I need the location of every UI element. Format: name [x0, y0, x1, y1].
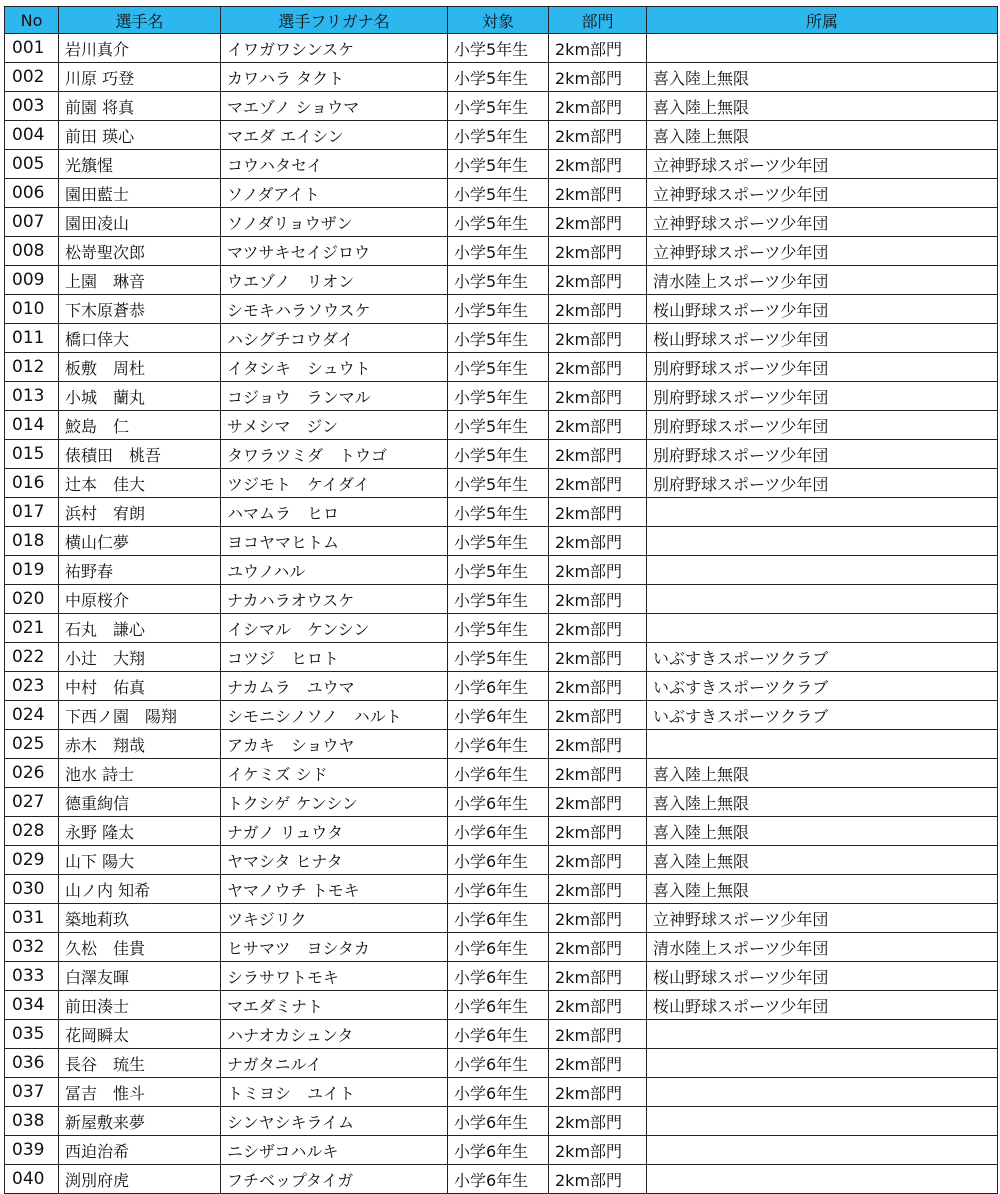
cell-name: 園田凌山 [59, 208, 221, 237]
cell-kana: トミヨシ ユイト [221, 1078, 448, 1107]
cell-org: 立神野球スポーツ少年団 [647, 179, 998, 208]
cell-kana: アカキ ショウヤ [221, 730, 448, 759]
table-row [5, 788, 998, 817]
cell-division: 2km部門 [549, 962, 647, 991]
cell-target: 小学6年生 [448, 846, 549, 875]
cell-kana: コツジ ヒロト [221, 643, 448, 672]
header-target: 対象 [448, 7, 549, 34]
cell-name: 永野 隆太 [59, 817, 221, 846]
table-row [5, 266, 998, 295]
cell-division: 2km部門 [549, 933, 647, 962]
table-row [5, 556, 998, 585]
cell-org: 桜山野球スポーツ少年団 [647, 324, 998, 353]
cell-no: 007 [5, 208, 59, 237]
cell-no: 001 [5, 34, 59, 63]
cell-org: 喜入陸上無限 [647, 846, 998, 875]
cell-no: 032 [5, 933, 59, 962]
cell-name: 石丸 謙心 [59, 614, 221, 643]
cell-name: 新屋敷来夢 [59, 1107, 221, 1136]
cell-kana: ナカムラ ユウマ [221, 672, 448, 701]
cell-name: 松嵜聖次郎 [59, 237, 221, 266]
table-row [5, 817, 998, 846]
cell-division: 2km部門 [549, 759, 647, 788]
table-row [5, 614, 998, 643]
cell-target: 小学5年生 [448, 179, 549, 208]
cell-org: 清水陸上スポーツ少年団 [647, 933, 998, 962]
cell-no: 025 [5, 730, 59, 759]
cell-target: 小学5年生 [448, 585, 549, 614]
cell-kana: イワガワシンスケ [221, 34, 448, 63]
cell-name: 園田藍士 [59, 179, 221, 208]
table-row [5, 353, 998, 382]
cell-target: 小学5年生 [448, 63, 549, 92]
cell-kana: ツキジリク [221, 904, 448, 933]
cell-division: 2km部門 [549, 92, 647, 121]
cell-org: 桜山野球スポーツ少年団 [647, 295, 998, 324]
table-row [5, 933, 998, 962]
cell-no: 030 [5, 875, 59, 904]
cell-name: 山ノ内 知希 [59, 875, 221, 904]
cell-target: 小学5年生 [448, 556, 549, 585]
table-row [5, 121, 998, 150]
cell-name: 德重絢信 [59, 788, 221, 817]
cell-kana: ナカハラオウスケ [221, 585, 448, 614]
cell-name: 西迫治希 [59, 1136, 221, 1165]
cell-division: 2km部門 [549, 1049, 647, 1078]
cell-kana: タワラツミダ トウゴ [221, 440, 448, 469]
cell-division: 2km部門 [549, 643, 647, 672]
cell-name: 板敷 周杜 [59, 353, 221, 382]
cell-org: 立神野球スポーツ少年団 [647, 904, 998, 933]
cell-org: 清水陸上スポーツ少年団 [647, 266, 998, 295]
cell-org [647, 1165, 998, 1194]
table-row [5, 672, 998, 701]
cell-no: 031 [5, 904, 59, 933]
cell-no: 012 [5, 353, 59, 382]
cell-kana: ツジモト ケイダイ [221, 469, 448, 498]
cell-target: 小学5年生 [448, 266, 549, 295]
cell-target: 小学6年生 [448, 672, 549, 701]
cell-target: 小学5年生 [448, 353, 549, 382]
cell-no: 039 [5, 1136, 59, 1165]
cell-name: 小辻 大翔 [59, 643, 221, 672]
cell-name: 辻本 佳大 [59, 469, 221, 498]
cell-name: 花岡瞬太 [59, 1020, 221, 1049]
cell-division: 2km部門 [549, 846, 647, 875]
cell-name: 久松 佳貴 [59, 933, 221, 962]
table-row [5, 237, 998, 266]
cell-no: 019 [5, 556, 59, 585]
cell-no: 022 [5, 643, 59, 672]
cell-no: 009 [5, 266, 59, 295]
cell-target: 小学5年生 [448, 150, 549, 179]
table-row [5, 846, 998, 875]
table-row [5, 34, 998, 63]
header-division: 部門 [549, 7, 647, 34]
cell-division: 2km部門 [549, 1020, 647, 1049]
cell-org [647, 730, 998, 759]
cell-name: 築地莉玖 [59, 904, 221, 933]
cell-no: 003 [5, 92, 59, 121]
cell-division: 2km部門 [549, 411, 647, 440]
cell-name: 中原桜介 [59, 585, 221, 614]
table-row [5, 411, 998, 440]
cell-no: 029 [5, 846, 59, 875]
cell-target: 小学5年生 [448, 382, 549, 411]
cell-org: いぶすきスポーツクラブ [647, 672, 998, 701]
cell-org [647, 585, 998, 614]
cell-org: いぶすきスポーツクラブ [647, 643, 998, 672]
cell-division: 2km部門 [549, 730, 647, 759]
cell-kana: トクシゲ ケンシン [221, 788, 448, 817]
cell-no: 006 [5, 179, 59, 208]
table-row [5, 759, 998, 788]
cell-target: 小学5年生 [448, 121, 549, 150]
cell-division: 2km部門 [549, 440, 647, 469]
cell-org: 喜入陸上無限 [647, 875, 998, 904]
cell-division: 2km部門 [549, 266, 647, 295]
cell-name: 山下 陽大 [59, 846, 221, 875]
cell-kana: ナガノ リュウタ [221, 817, 448, 846]
cell-org: 桜山野球スポーツ少年団 [647, 962, 998, 991]
cell-no: 014 [5, 411, 59, 440]
table-row [5, 150, 998, 179]
cell-name: 橋口倖大 [59, 324, 221, 353]
cell-name: 川原 巧登 [59, 63, 221, 92]
cell-kana: マエダミナト [221, 991, 448, 1020]
cell-division: 2km部門 [549, 556, 647, 585]
cell-org: 喜入陸上無限 [647, 759, 998, 788]
cell-no: 020 [5, 585, 59, 614]
cell-kana: フチベップタイガ [221, 1165, 448, 1194]
cell-org [647, 1078, 998, 1107]
table-header [5, 7, 998, 34]
cell-no: 040 [5, 1165, 59, 1194]
cell-org: 桜山野球スポーツ少年団 [647, 991, 998, 1020]
cell-target: 小学6年生 [448, 701, 549, 730]
table-row [5, 92, 998, 121]
cell-division: 2km部門 [549, 121, 647, 150]
participant-table [4, 6, 998, 1194]
cell-name: 岩川真介 [59, 34, 221, 63]
table-row [5, 440, 998, 469]
table-row [5, 1049, 998, 1078]
cell-name: 俵積田 桃吾 [59, 440, 221, 469]
cell-name: 渕別府虎 [59, 1165, 221, 1194]
cell-division: 2km部門 [549, 498, 647, 527]
table-row [5, 527, 998, 556]
table-row [5, 991, 998, 1020]
cell-target: 小学5年生 [448, 440, 549, 469]
table-row [5, 469, 998, 498]
table-row [5, 324, 998, 353]
cell-target: 小学6年生 [448, 962, 549, 991]
cell-target: 小学6年生 [448, 991, 549, 1020]
header-name: 選手名 [59, 7, 221, 34]
cell-name: 前田湊士 [59, 991, 221, 1020]
cell-no: 027 [5, 788, 59, 817]
cell-no: 005 [5, 150, 59, 179]
cell-no: 023 [5, 672, 59, 701]
table-row [5, 208, 998, 237]
cell-org [647, 498, 998, 527]
cell-kana: ニシザコハルキ [221, 1136, 448, 1165]
cell-org: 別府野球スポーツ少年団 [647, 411, 998, 440]
cell-kana: ウエゾノ リオン [221, 266, 448, 295]
table-row [5, 904, 998, 933]
cell-division: 2km部門 [549, 208, 647, 237]
cell-division: 2km部門 [549, 150, 647, 179]
cell-division: 2km部門 [549, 63, 647, 92]
cell-kana: シンヤシキライム [221, 1107, 448, 1136]
cell-target: 小学6年生 [448, 933, 549, 962]
cell-no: 024 [5, 701, 59, 730]
cell-no: 017 [5, 498, 59, 527]
cell-target: 小学5年生 [448, 469, 549, 498]
table-row [5, 585, 998, 614]
table-row [5, 295, 998, 324]
cell-name: 下西ノ園 陽翔 [59, 701, 221, 730]
table-row [5, 382, 998, 411]
cell-target: 小学6年生 [448, 730, 549, 759]
cell-target: 小学6年生 [448, 1020, 549, 1049]
cell-target: 小学5年生 [448, 295, 549, 324]
cell-division: 2km部門 [549, 382, 647, 411]
cell-target: 小学5年生 [448, 498, 549, 527]
cell-org [647, 1136, 998, 1165]
cell-target: 小学5年生 [448, 324, 549, 353]
cell-division: 2km部門 [549, 353, 647, 382]
cell-no: 038 [5, 1107, 59, 1136]
cell-division: 2km部門 [549, 904, 647, 933]
cell-no: 037 [5, 1078, 59, 1107]
table-body [5, 34, 998, 1194]
cell-division: 2km部門 [549, 324, 647, 353]
table-row [5, 498, 998, 527]
cell-org [647, 1020, 998, 1049]
cell-org: 立神野球スポーツ少年団 [647, 208, 998, 237]
table-row [5, 63, 998, 92]
cell-kana: マツサキセイジロウ [221, 237, 448, 266]
cell-no: 018 [5, 527, 59, 556]
cell-no: 026 [5, 759, 59, 788]
cell-kana: ヤマノウチ トモキ [221, 875, 448, 904]
cell-target: 小学6年生 [448, 1049, 549, 1078]
cell-division: 2km部門 [549, 788, 647, 817]
cell-name: 上園 琳音 [59, 266, 221, 295]
cell-kana: ハナオカシュンタ [221, 1020, 448, 1049]
cell-kana: シモニシノソノ ハルト [221, 701, 448, 730]
cell-kana: ヨコヤマヒトム [221, 527, 448, 556]
cell-kana: ヤマシタ ヒナタ [221, 846, 448, 875]
cell-name: 浜村 宥朗 [59, 498, 221, 527]
cell-no: 021 [5, 614, 59, 643]
cell-name: 祐野春 [59, 556, 221, 585]
cell-kana: ソノダリョウザン [221, 208, 448, 237]
cell-kana: マエダ エイシン [221, 121, 448, 150]
cell-division: 2km部門 [549, 1107, 647, 1136]
cell-kana: ヒサマツ ヨシタカ [221, 933, 448, 962]
cell-no: 028 [5, 817, 59, 846]
cell-target: 小学5年生 [448, 34, 549, 63]
table-row [5, 1136, 998, 1165]
table-row [5, 1107, 998, 1136]
cell-division: 2km部門 [549, 237, 647, 266]
cell-kana: コジョウ ランマル [221, 382, 448, 411]
cell-org: 別府野球スポーツ少年団 [647, 469, 998, 498]
cell-kana: カワハラ タクト [221, 63, 448, 92]
table-row [5, 875, 998, 904]
cell-org: 喜入陸上無限 [647, 92, 998, 121]
cell-kana: シラサワトモキ [221, 962, 448, 991]
cell-org: 喜入陸上無限 [647, 817, 998, 846]
cell-target: 小学6年生 [448, 817, 549, 846]
cell-target: 小学5年生 [448, 643, 549, 672]
cell-target: 小学6年生 [448, 1107, 549, 1136]
cell-division: 2km部門 [549, 179, 647, 208]
cell-no: 015 [5, 440, 59, 469]
cell-org [647, 614, 998, 643]
cell-org [647, 1049, 998, 1078]
cell-division: 2km部門 [549, 701, 647, 730]
cell-division: 2km部門 [549, 1078, 647, 1107]
cell-no: 008 [5, 237, 59, 266]
table-row [5, 179, 998, 208]
cell-division: 2km部門 [549, 527, 647, 556]
cell-org: 立神野球スポーツ少年団 [647, 237, 998, 266]
cell-no: 004 [5, 121, 59, 150]
cell-name: 冨吉 惟斗 [59, 1078, 221, 1107]
cell-kana: ナガタニルイ [221, 1049, 448, 1078]
table-row [5, 643, 998, 672]
header-kana: 選手フリガナ名 [221, 7, 448, 34]
cell-kana: サメシマ ジン [221, 411, 448, 440]
cell-kana: コウハタセイ [221, 150, 448, 179]
cell-kana: ユウノハル [221, 556, 448, 585]
cell-no: 016 [5, 469, 59, 498]
cell-target: 小学6年生 [448, 1165, 549, 1194]
cell-name: 下木原蒼恭 [59, 295, 221, 324]
cell-division: 2km部門 [549, 469, 647, 498]
cell-target: 小学5年生 [448, 92, 549, 121]
cell-name: 中村 佑真 [59, 672, 221, 701]
cell-kana: ハシグチコウダイ [221, 324, 448, 353]
cell-kana: イタシキ シュウト [221, 353, 448, 382]
cell-org: 喜入陸上無限 [647, 121, 998, 150]
cell-name: 白澤友暉 [59, 962, 221, 991]
cell-name: 前園 将真 [59, 92, 221, 121]
cell-org: 別府野球スポーツ少年団 [647, 440, 998, 469]
cell-no: 002 [5, 63, 59, 92]
cell-target: 小学6年生 [448, 1136, 549, 1165]
cell-name: 池水 詩士 [59, 759, 221, 788]
cell-name: 小城 蘭丸 [59, 382, 221, 411]
cell-kana: シモキハラソウスケ [221, 295, 448, 324]
cell-division: 2km部門 [549, 295, 647, 324]
cell-name: 赤木 翔哉 [59, 730, 221, 759]
cell-kana: ソノダアイト [221, 179, 448, 208]
cell-division: 2km部門 [549, 991, 647, 1020]
table-row [5, 730, 998, 759]
table-row [5, 1020, 998, 1049]
cell-org [647, 556, 998, 585]
cell-target: 小学5年生 [448, 208, 549, 237]
cell-no: 036 [5, 1049, 59, 1078]
cell-target: 小学6年生 [448, 759, 549, 788]
table-row [5, 701, 998, 730]
cell-division: 2km部門 [549, 672, 647, 701]
cell-name: 鮫島 仁 [59, 411, 221, 440]
cell-kana: イケミズ シド [221, 759, 448, 788]
header-row [5, 7, 998, 34]
cell-kana: ハマムラ ヒロ [221, 498, 448, 527]
cell-target: 小学5年生 [448, 237, 549, 266]
header-no: No [5, 7, 59, 34]
cell-no: 033 [5, 962, 59, 991]
cell-target: 小学5年生 [448, 411, 549, 440]
table-row [5, 962, 998, 991]
cell-org: 喜入陸上無限 [647, 788, 998, 817]
cell-target: 小学5年生 [448, 527, 549, 556]
cell-division: 2km部門 [549, 817, 647, 846]
cell-division: 2km部門 [549, 34, 647, 63]
table-row [5, 1165, 998, 1194]
cell-no: 011 [5, 324, 59, 353]
cell-division: 2km部門 [549, 1165, 647, 1194]
header-org: 所属 [647, 7, 998, 34]
table-row [5, 1078, 998, 1107]
cell-kana: イシマル ケンシン [221, 614, 448, 643]
cell-org: 立神野球スポーツ少年団 [647, 150, 998, 179]
cell-no: 010 [5, 295, 59, 324]
cell-target: 小学6年生 [448, 904, 549, 933]
cell-name: 長谷 琉生 [59, 1049, 221, 1078]
cell-org [647, 527, 998, 556]
cell-org: 別府野球スポーツ少年団 [647, 353, 998, 382]
cell-kana: マエゾノ ショウマ [221, 92, 448, 121]
cell-division: 2km部門 [549, 875, 647, 904]
cell-name: 前田 瑛心 [59, 121, 221, 150]
cell-no: 013 [5, 382, 59, 411]
cell-target: 小学6年生 [448, 1078, 549, 1107]
cell-name: 光籏惺 [59, 150, 221, 179]
cell-org [647, 34, 998, 63]
cell-no: 034 [5, 991, 59, 1020]
cell-org: 喜入陸上無限 [647, 63, 998, 92]
cell-division: 2km部門 [549, 585, 647, 614]
cell-org: 別府野球スポーツ少年団 [647, 382, 998, 411]
cell-division: 2km部門 [549, 614, 647, 643]
cell-name: 横山仁夢 [59, 527, 221, 556]
cell-division: 2km部門 [549, 1136, 647, 1165]
cell-target: 小学6年生 [448, 875, 549, 904]
cell-org: いぶすきスポーツクラブ [647, 701, 998, 730]
cell-target: 小学6年生 [448, 788, 549, 817]
cell-target: 小学5年生 [448, 614, 549, 643]
cell-org [647, 1107, 998, 1136]
cell-no: 035 [5, 1020, 59, 1049]
